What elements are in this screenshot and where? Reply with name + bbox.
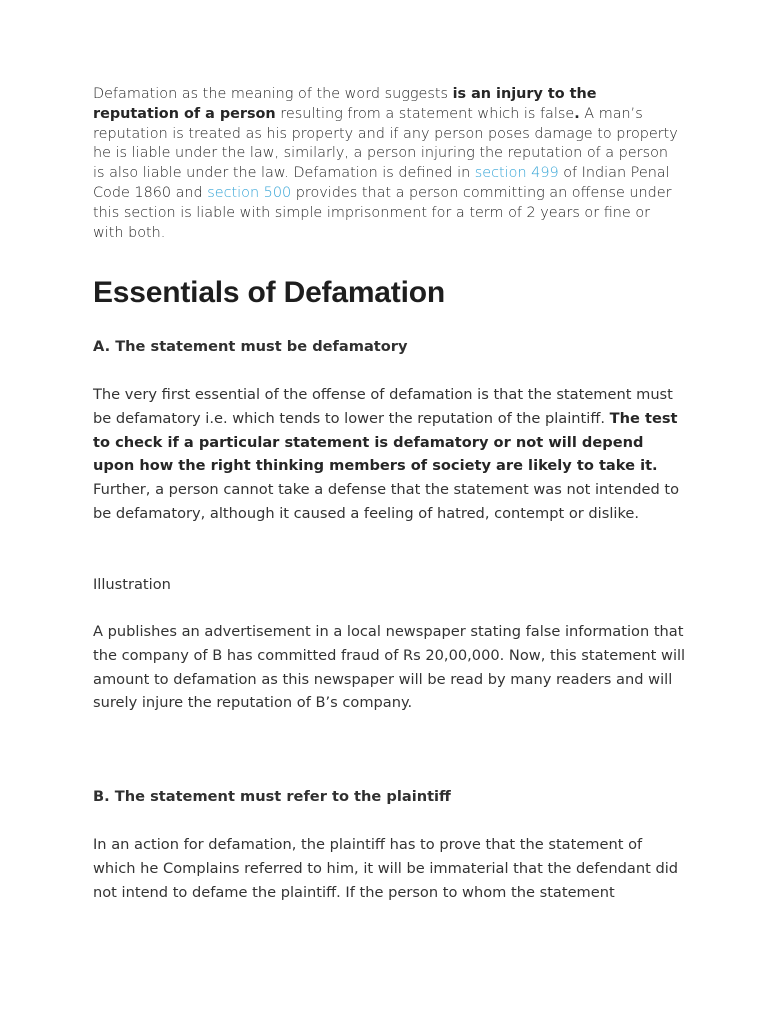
essentials-heading: Essentials of Defamation [93, 276, 445, 309]
section-a-text-1: The very first essential of the offense of defamation is that the statement must be defamatory i.e. which tends to lower the reputation of the plaintiff. [93, 386, 673, 427]
intro-text-2: resulting from a statement which is false [275, 105, 575, 122]
intro-bold-1: is an injury to the reputation of a person [93, 86, 597, 122]
section-b-paragraph: In an action for defamation, the plaintiff has to prove that the statement of which he Complains referred to him, it will be immaterial that the defendant did not intend to defame the plaintiff. If the person to whom the statement [93, 836, 679, 901]
intro-bold-2: . [574, 105, 580, 122]
section-a-paragraph [93, 383, 688, 526]
intro-text-1: Defamation as the meaning of the word suggests [93, 86, 453, 102]
illustration-label: Illustration [93, 576, 171, 593]
intro-text-3: A man’s reputation is treated as his property and if any person poses damage to property he is liable under the law, similarly, a person injuring the reputation of a person is also liable under the law. Defamation is defined in [93, 105, 678, 182]
intro-text-5: provides that a person committing an offense under this section is liable with simple imprisonment for a term of 2 years or fine or with both. [93, 184, 672, 241]
illustration-paragraph: A publishes an advertisement in a local newspaper stating false information that the company of B has committed fraud of Rs 20,00,000. Now, this statement will amount to defamation as this newspaper will be read by many readers and will surely injure the reputation of B’s company. [93, 623, 686, 712]
section-a-title: A. The statement must be defamatory [93, 338, 408, 355]
intro-paragraph [93, 85, 683, 243]
section-a-bold: The test to check if a particular statement is defamatory or not will depend upon how the right thinking members of society are likely to take it. [93, 409, 678, 475]
intro-text-4: of Indian Penal Code 1860 and [93, 165, 670, 201]
section-b-title: B. The statement must refer to the plaintiff [93, 788, 451, 805]
section-499-link[interactable]: section 499 [474, 165, 559, 182]
document-page [93, 85, 686, 901]
section-500-link[interactable]: section 500 [207, 184, 292, 201]
section-a-text-2: Further, a person cannot take a defense that the statement was not intended to be defamatory, although it caused a feeling of hatred, contempt or dislike. [93, 481, 680, 522]
